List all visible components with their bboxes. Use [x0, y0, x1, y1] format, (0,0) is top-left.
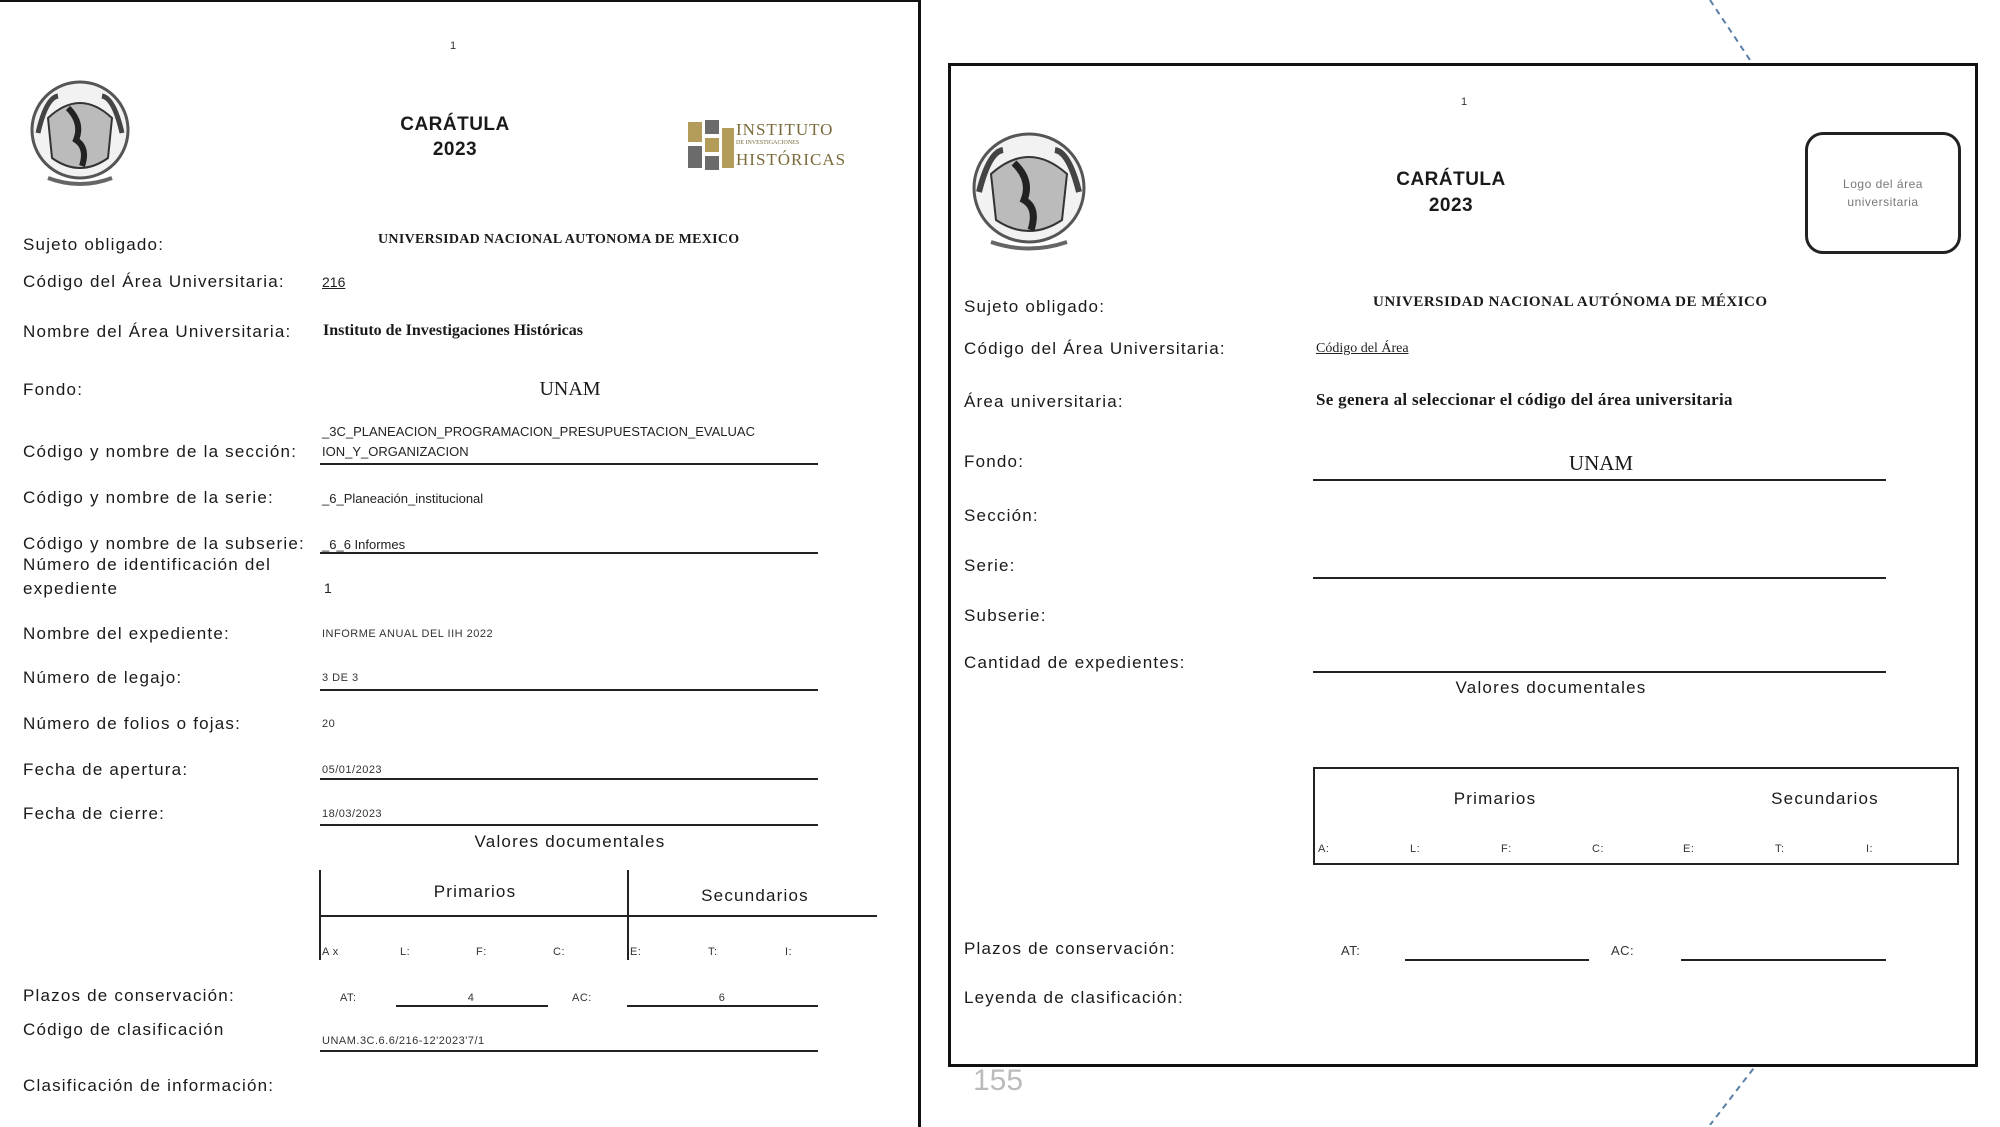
folios-value: 20 — [322, 718, 336, 730]
plazos-label: Plazos de conservación: — [964, 939, 1176, 958]
codigo-area-value: Código del Área — [1316, 341, 1409, 356]
subserie-value: _6_6 Informes — [322, 537, 406, 552]
code-i: I: — [1866, 843, 1874, 855]
primario-code-l: L: — [400, 946, 411, 958]
at-underline — [396, 1005, 548, 1007]
nombre-area-label: Nombre del Área Universitaria: — [23, 322, 292, 341]
primarios-label: Primarios — [433, 882, 517, 901]
serie-value: _6_Planeación_institucional — [322, 491, 484, 506]
primario-code-f: F: — [476, 946, 487, 958]
fondo-value: UNAM — [539, 378, 601, 400]
fondo-value: UNAM — [1568, 451, 1634, 475]
institute-logo — [688, 120, 846, 172]
sujeto-label: Sujeto obligado: — [964, 297, 1106, 316]
codigo-area-label: Código del Área Universitaria: — [964, 339, 1226, 358]
cantidad-underline — [1313, 671, 1886, 673]
document-title: CARÁTULA — [400, 114, 510, 135]
logo-placeholder-line2: universitaria — [1847, 195, 1919, 209]
institute-logo-line2: DE INVESTIGACIONES — [736, 140, 800, 146]
unam-seal-logo — [969, 130, 1089, 255]
nombre-area-value: Instituto de Investigaciones Históricas — [323, 322, 583, 339]
plazos-label: Plazos de conservación: — [23, 986, 235, 1005]
primarios-label: Primarios — [1453, 789, 1537, 808]
apertura-label: Fecha de apertura: — [23, 760, 189, 779]
num-id-label-2: expediente — [23, 579, 119, 598]
num-id-label-1: Número de identificación del — [23, 555, 272, 574]
code-c: C: — [1592, 843, 1604, 855]
serie-underline — [1313, 577, 1886, 579]
code-t: T: — [1775, 843, 1785, 855]
ac-underline — [627, 1005, 818, 1007]
clasif-value: UNAM.3C.6.6/216-12'2023'7/1 — [322, 1035, 485, 1047]
institute-logo-line3: HISTÓRICAS — [736, 150, 847, 169]
seccion-underline — [320, 463, 818, 465]
ac-label: AC: — [572, 992, 592, 1004]
cierre-value: 18/03/2023 — [322, 808, 383, 820]
valores-table-top — [319, 915, 877, 917]
subserie-label: Subserie: — [964, 606, 1047, 625]
sujeto-value: UNIVERSIDAD NACIONAL AUTÓNOMA DE MÉXICO — [1373, 294, 1768, 310]
num-id-value: 1 — [324, 580, 332, 596]
primario-code-a: A x — [322, 946, 339, 958]
area-value: Se genera al seleccionar el código del área universitaria — [1316, 390, 1733, 409]
secundarios-label: Secundarios — [1771, 789, 1879, 808]
at-value: 4 — [467, 992, 475, 1004]
document-year: 2023 — [432, 139, 478, 160]
at-underline — [1405, 959, 1589, 961]
fondo-label: Fondo: — [964, 452, 1025, 471]
cierre-label: Fecha de cierre: — [23, 804, 166, 823]
at-label: AT: — [1341, 943, 1361, 958]
ac-label: AC: — [1611, 943, 1635, 958]
folios-label: Número de folios o fojas: — [23, 714, 242, 733]
code-e: E: — [1683, 843, 1695, 855]
code-f: F: — [1501, 843, 1512, 855]
fondo-label: Fondo: — [23, 380, 84, 399]
seccion-label: Sección: — [964, 506, 1039, 525]
page-number: 1 — [450, 40, 457, 52]
seccion-value-2: ION_Y_ORGANIZACION — [322, 444, 469, 459]
nombre-exp-label: Nombre del expediente: — [23, 624, 230, 643]
codigo-area-label: Código del Área Universitaria: — [23, 272, 285, 291]
cantidad-label: Cantidad de expedientes: — [964, 653, 1186, 672]
seccion-label: Código y nombre de la sección: — [23, 442, 298, 461]
institute-logo-line1: INSTITUTO — [736, 120, 834, 139]
apertura-underline — [320, 778, 818, 780]
left-document — [0, 0, 921, 1127]
secundarios-label: Secundarios — [701, 886, 809, 905]
legajo-label: Número de legajo: — [23, 668, 183, 687]
code-a: A: — [1318, 843, 1330, 855]
page-number: 1 — [1461, 96, 1468, 108]
footer-page-number: 155 — [973, 1064, 1024, 1097]
seccion-value-1: _3C_PLANEACION_PROGRAMACION_PRESUPUESTACION_EVALUAC — [322, 424, 755, 439]
secundario-code-t: T: — [708, 946, 718, 958]
codigo-area-value: 216 — [322, 274, 346, 290]
area-label: Área universitaria: — [964, 392, 1124, 411]
serie-label: Código y nombre de la serie: — [23, 488, 274, 507]
leyenda-label: Leyenda de clasificación: — [964, 988, 1184, 1007]
cierre-underline — [320, 824, 818, 826]
valores-table — [1313, 767, 1959, 865]
valores-label: Valores documentales — [1455, 678, 1647, 697]
right-document — [948, 63, 1978, 1067]
at-label: AT: — [340, 992, 357, 1004]
apertura-value: 05/01/2023 — [322, 764, 383, 776]
clasif-label: Código de clasificación — [23, 1020, 225, 1039]
serie-label: Serie: — [964, 556, 1016, 575]
subserie-label: Código y nombre de la subserie: — [23, 534, 305, 553]
legajo-value: 3 DE 3 — [322, 672, 359, 684]
unam-seal-logo — [28, 78, 132, 190]
subserie-underline — [320, 552, 818, 554]
primario-code-c: C: — [553, 946, 565, 958]
ac-value: 6 — [718, 992, 726, 1004]
secundario-code-i: I: — [785, 946, 793, 958]
document-title: CARÁTULA — [1396, 169, 1506, 190]
legajo-underline — [320, 689, 818, 691]
sujeto-label: Sujeto obligado: — [23, 235, 165, 254]
ac-underline — [1681, 959, 1886, 961]
area-logo-placeholder — [1805, 132, 1961, 254]
logo-placeholder-line1: Logo del área — [1843, 177, 1923, 191]
fondo-underline — [1313, 479, 1886, 481]
clasif-underline — [320, 1050, 818, 1052]
document-year: 2023 — [1428, 195, 1474, 216]
nombre-exp-value: INFORME ANUAL DEL IIH 2022 — [322, 628, 494, 640]
sujeto-value: UNIVERSIDAD NACIONAL AUTONOMA DE MEXICO — [378, 232, 740, 247]
valores-label: Valores documentales — [474, 832, 666, 851]
secundario-code-e: E: — [630, 946, 642, 958]
clasif-info-label: Clasificación de información: — [23, 1076, 275, 1095]
code-l: L: — [1410, 843, 1421, 855]
